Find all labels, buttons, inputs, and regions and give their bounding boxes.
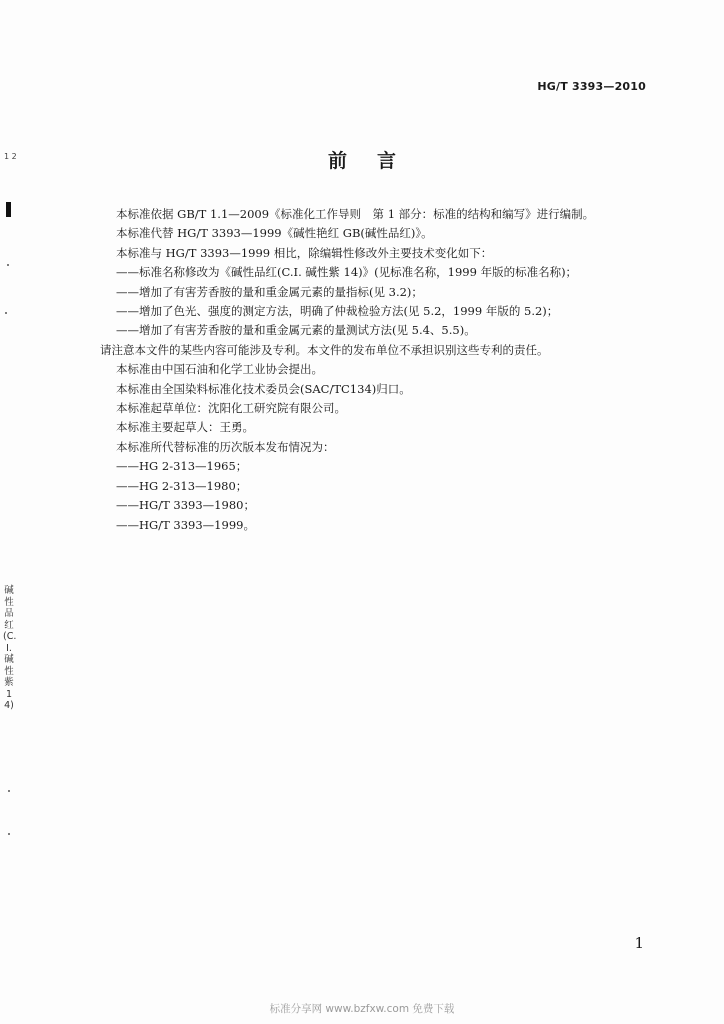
paragraph: 本标准由中国石油和化学工业协会提出。	[116, 362, 323, 377]
paragraph: 本标准代替 HG/T 3393—1999《碱性艳红 GB(碱性品红)》。	[116, 226, 433, 241]
scan-dot	[8, 833, 10, 835]
side-title-vertical: 碱性品红(C.I.碱性紫14)	[3, 585, 17, 711]
paragraph: ——HG/T 3393—1980；	[116, 498, 255, 513]
paragraph: ——HG/T 3393—1999。	[116, 517, 255, 532]
paragraph: ——增加了有害芳香胺的量和重金属元素的量测试方法(见 5.4、5.5)。	[116, 323, 476, 338]
paragraph: ——增加了色光、强度的测定方法，明确了仲裁检验方法(见 5.2，1999 年版的 5.2)；	[116, 304, 559, 319]
scan-dot	[8, 790, 10, 792]
paragraph: 本标准主要起草人：王勇。	[116, 420, 254, 435]
paragraph: ——增加了有害芳香胺的量和重金属元素的量指标(见 3.2)；	[116, 284, 423, 299]
watermark-footer: 标准分享网 www.bzfxw.com 免费下载	[269, 1003, 455, 1015]
paragraph: 本标准与 HG/T 3393—1999 相比，除编辑性修改外主要技术变化如下：	[116, 245, 493, 260]
scan-dot	[5, 312, 7, 314]
standard-code: HG/T 3393—2010	[537, 80, 646, 93]
paragraph: 本标准依据 GB/T 1.1—2009《标准化工作导则 第 1 部分：标准的结构和编写》进行编制。	[116, 207, 595, 221]
paragraph: ——HG 2-313—1965；	[116, 459, 248, 474]
binding-marker: 1 2	[4, 152, 17, 161]
paragraph: 请注意本文件的某些内容可能涉及专利。本文件的发布单位不承担识别这些专利的责任。	[100, 342, 549, 357]
scan-dot	[7, 264, 9, 266]
page-number: 1	[634, 934, 644, 952]
paragraph: ——HG 2-313—1980；	[116, 478, 248, 493]
page-title: 前言	[327, 150, 426, 172]
paragraph: ——标准名称修改为《碱性品红(C.I. 碱性紫 14)》(见标准名称，1999 年版的标准名称)；	[116, 265, 578, 280]
paragraph: 本标准由全国染料标准化技术委员会(SAC/TC134)归口。	[116, 381, 411, 396]
paragraph: 本标准所代替标准的历次版本发布情况为：	[116, 439, 335, 454]
binding-bar	[6, 202, 11, 217]
foreword-body	[100, 205, 660, 535]
paragraph: 本标准起草单位：沈阳化工研究院有限公司。	[116, 401, 346, 416]
